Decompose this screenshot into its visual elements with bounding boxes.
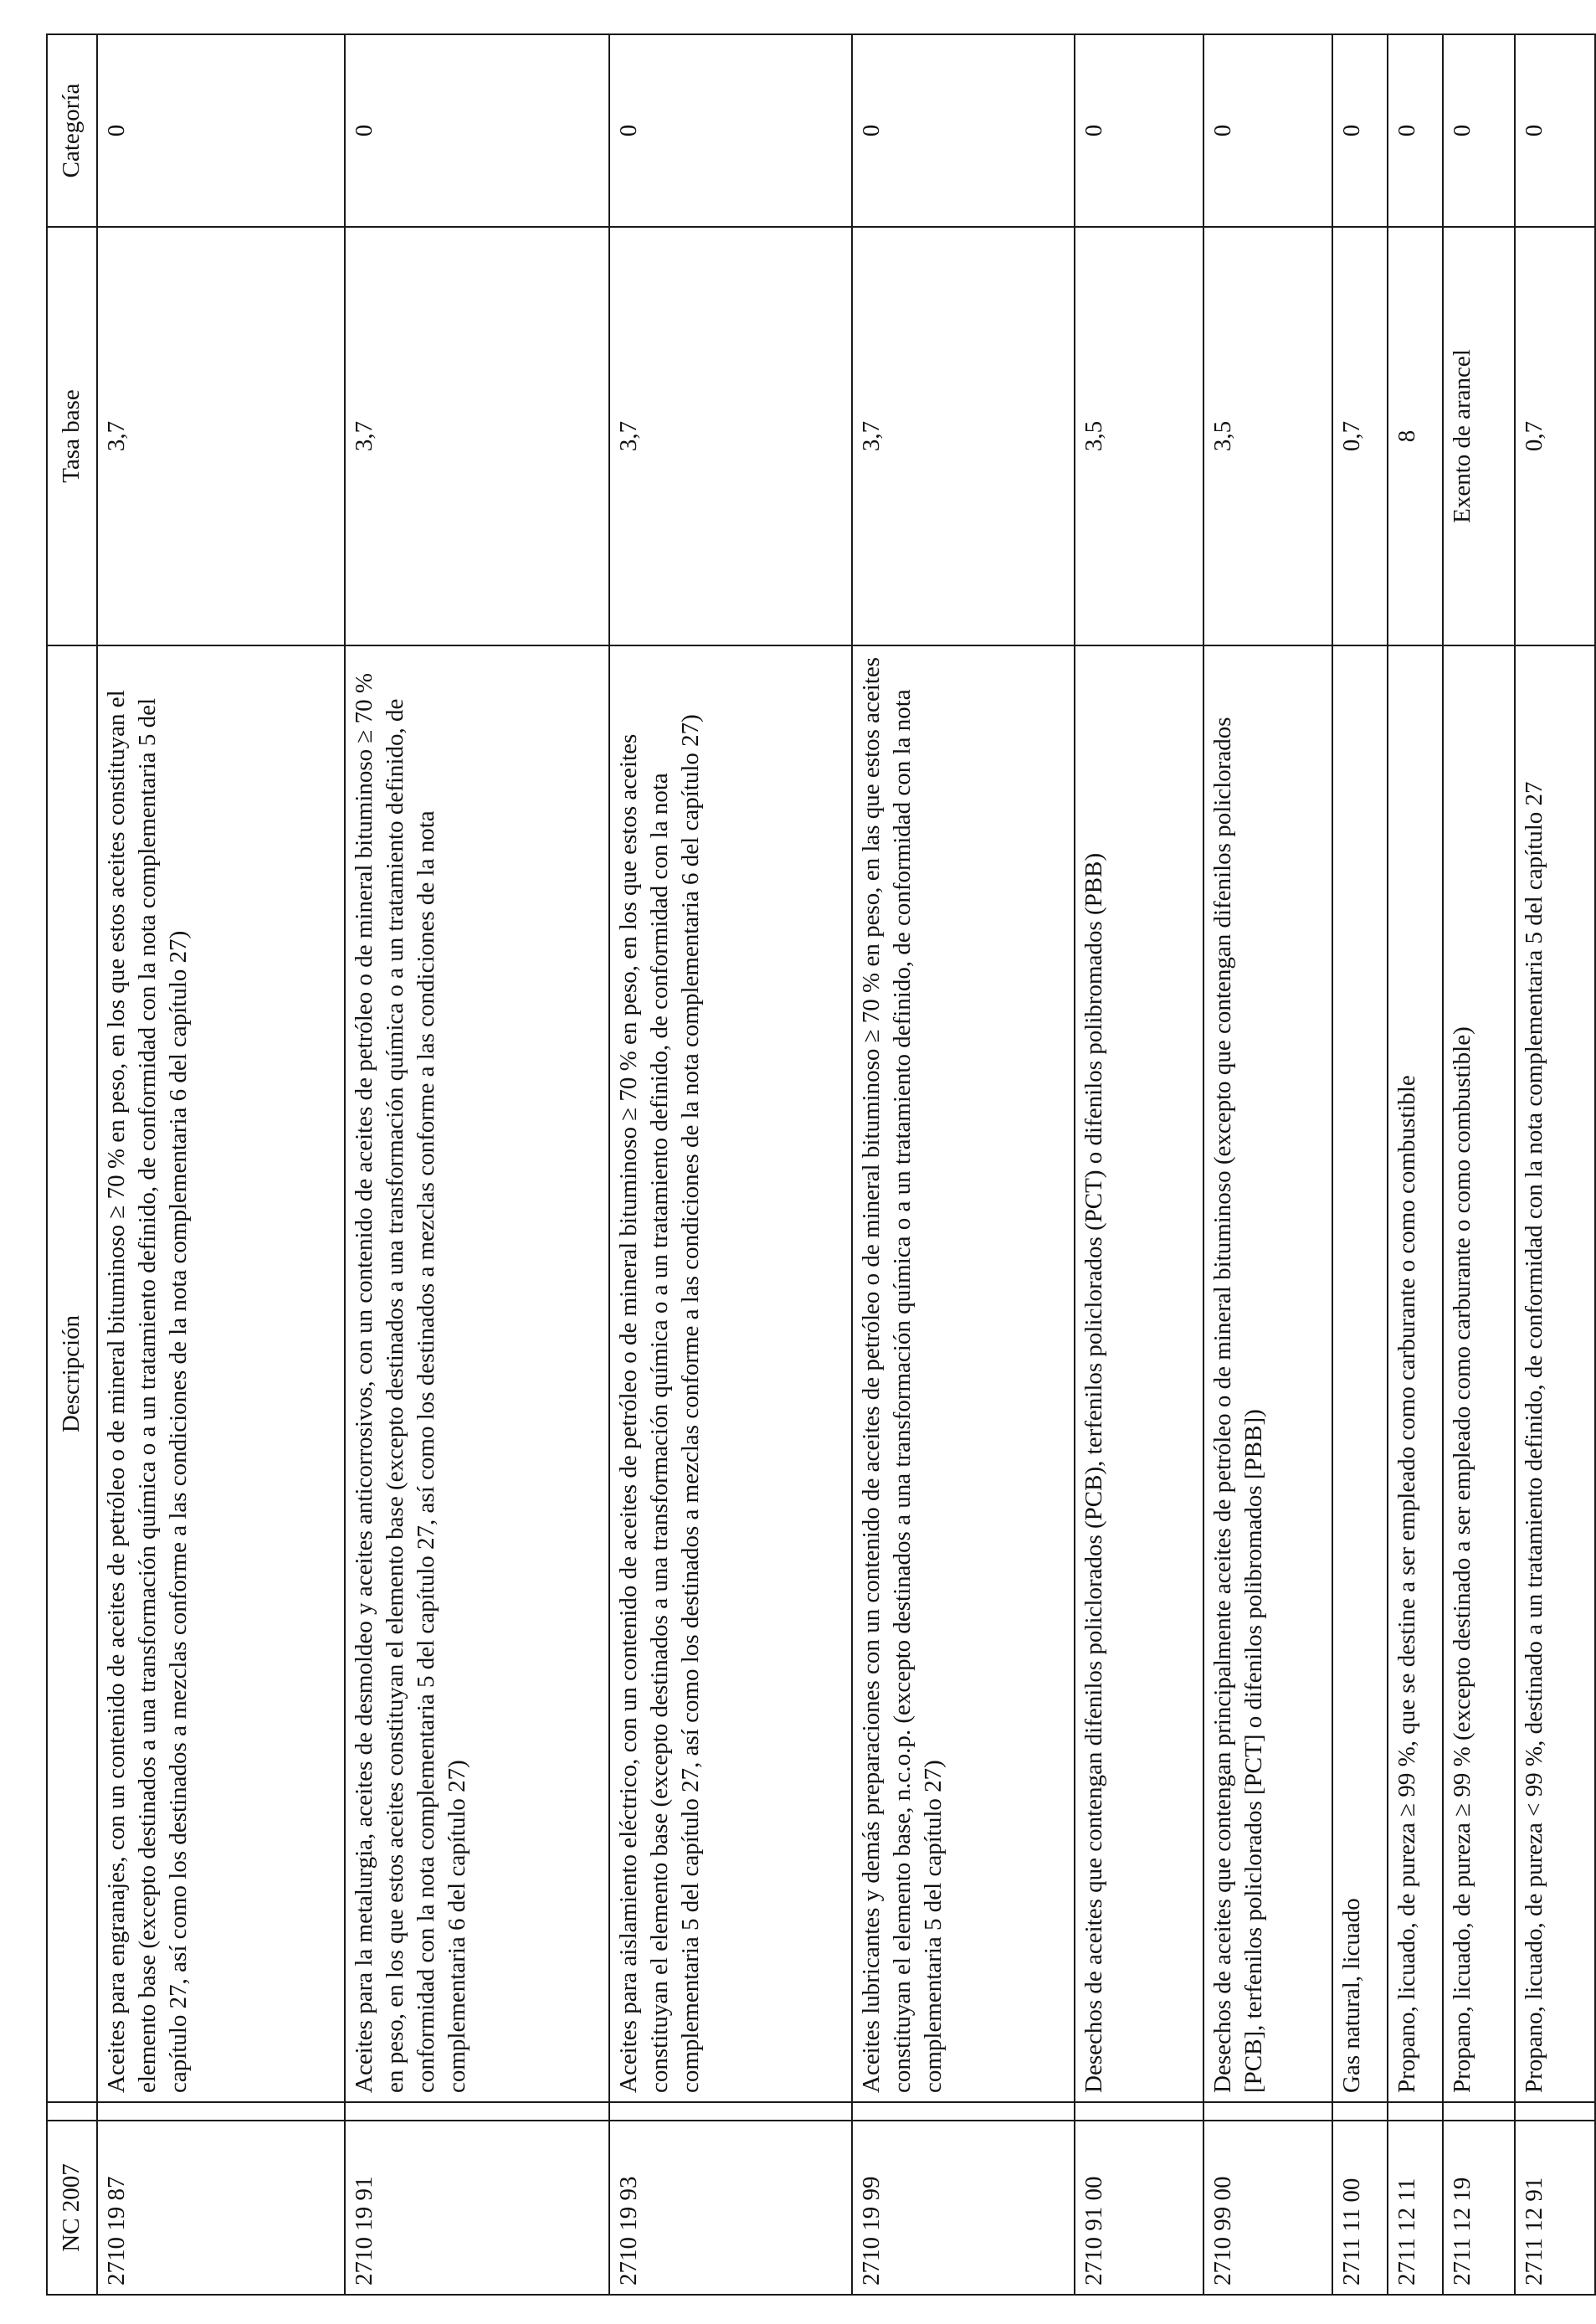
cell-code: 2710 19 87	[97, 2121, 345, 2295]
table-row	[1203, 34, 1332, 2295]
table-row	[1388, 34, 1443, 2295]
cell-description: Aceites para engranajes, con un contenido de aceites de petróleo o de mineral bituminoso ≥ 70 % en peso, en los que estos aceites constituyan el elemento base (excepto destinados a una transformación química o a un tratamiento definido, de conformidad con la nota complementaria 5 del capítulo 27, así como los destinados a mezclas conforme a las condiciones de la nota complementaria 6 del capítulo 27)	[97, 645, 345, 2102]
cell-spacer	[1332, 2102, 1388, 2121]
header-description: Descripción	[47, 645, 97, 2102]
cell-spacer	[609, 2102, 852, 2121]
cell-code: 2711 11 00	[1332, 2121, 1388, 2295]
cell-spacer	[852, 2102, 1075, 2121]
header-code: NC 2007	[47, 2121, 97, 2295]
cell-base-rate: 0,7	[1515, 227, 1595, 645]
cell-base-rate: Exento de arancel	[1443, 227, 1515, 645]
table-row	[1443, 34, 1515, 2295]
table-row	[345, 34, 609, 2295]
cell-spacer	[345, 2102, 609, 2121]
header-spacer	[47, 2102, 97, 2121]
header-base-rate: Tasa base	[47, 227, 97, 645]
cell-description: Propano, licuado, de pureza < 99 %, destinado a un tratamiento definido, de conformidad con la nota complementaria 5 del capítulo 27	[1515, 645, 1595, 2102]
cell-category: 0	[97, 34, 345, 227]
tariff-table	[46, 33, 1596, 2296]
cell-spacer	[1443, 2102, 1515, 2121]
cell-base-rate: 3,7	[609, 227, 852, 645]
table-header-row	[47, 34, 97, 2295]
cell-category: 0	[345, 34, 609, 227]
table-row	[609, 34, 852, 2295]
cell-description: Propano, licuado, de pureza ≥ 99 %, que se destine a ser empleado como carburante o como combustible	[1388, 645, 1443, 2102]
cell-spacer	[97, 2102, 345, 2121]
cell-description: Propano, licuado, de pureza ≥ 99 % (excepto destinado a ser empleado como carburante o como combustible)	[1443, 645, 1515, 2102]
table-row	[1332, 34, 1388, 2295]
table-row	[97, 34, 345, 2295]
cell-code: 2710 19 93	[609, 2121, 852, 2295]
cell-description: Gas natural, licuado	[1332, 645, 1388, 2102]
cell-code: 2711 12 11	[1388, 2121, 1443, 2295]
cell-base-rate: 8	[1388, 227, 1443, 645]
cell-description: Desechos de aceites que contengan principalmente aceites de petróleo o de mineral bituminoso (excepto que contengan difenilos policlorados [PCB], terfenilos policlorados [PCT] o difenilos polibromados [PBB])	[1203, 645, 1332, 2102]
cell-base-rate: 3,7	[97, 227, 345, 645]
cell-spacer	[1203, 2102, 1332, 2121]
cell-code: 2710 91 00	[1075, 2121, 1203, 2295]
header-category: Categoría	[47, 34, 97, 227]
cell-code: 2710 99 00	[1203, 2121, 1332, 2295]
cell-code: 2710 19 99	[852, 2121, 1075, 2295]
cell-base-rate: 0,7	[1332, 227, 1388, 645]
cell-spacer	[1515, 2102, 1595, 2121]
cell-code: 2711 12 19	[1443, 2121, 1515, 2295]
cell-code: 2710 19 91	[345, 2121, 609, 2295]
rotated-table-page	[46, 35, 1547, 2296]
cell-category: 0	[1515, 34, 1595, 227]
cell-description: Aceites para aislamiento eléctrico, con un contenido de aceites de petróleo o de mineral bituminoso ≥ 70 % en peso, en los que estos aceites constituyan el elemento base (excepto destinados a una transformación química o a un tratamiento definido, de conformidad con la nota complementaria 5 del capítulo 27, así como los destinados a mezclas conforme a las condiciones de la nota complementaria 6 del capítulo 27)	[609, 645, 852, 2102]
cell-category: 0	[1075, 34, 1203, 227]
cell-category: 0	[1332, 34, 1388, 227]
cell-spacer	[1388, 2102, 1443, 2121]
cell-category: 0	[1388, 34, 1443, 227]
cell-category: 0	[1443, 34, 1515, 227]
cell-base-rate: 3,7	[852, 227, 1075, 645]
table-body	[97, 34, 1595, 2295]
cell-category: 0	[609, 34, 852, 227]
cell-spacer	[1075, 2102, 1203, 2121]
cell-base-rate: 3,5	[1075, 227, 1203, 645]
table-row	[852, 34, 1075, 2295]
cell-base-rate: 3,5	[1203, 227, 1332, 645]
cell-category: 0	[1203, 34, 1332, 227]
cell-description: Aceites para la metalurgia, aceites de desmoldeo y aceites anticorrosivos, con un contenido de aceites de petróleo o de mineral bituminoso ≥ 70 % en peso, en los que estos aceites constituyan el elemento base (excepto destinados a una transformación química o a un tratamiento definido, de conformidad con la nota complementaria 5 del capítulo 27, así como los destinados a mezclas conforme a las condiciones de la nota complementaria 6 del capítulo 27)	[345, 645, 609, 2102]
table-row	[1075, 34, 1203, 2295]
cell-description: Aceites lubricantes y demás preparaciones con un contenido de aceites de petróleo o de mineral bituminoso ≥ 70 % en peso, en las que estos aceites constituyan el elemento base, n.c.o.p. (excepto destinados a una transformación química o a un tratamiento definido, de conformidad con la nota complementaria 5 del capítulo 27)	[852, 645, 1075, 2102]
table-row	[1515, 34, 1595, 2295]
cell-description: Desechos de aceites que contengan difenilos policlorados (PCB), terfenilos policlorados (PCT) o difenilos polibromados (PBB)	[1075, 645, 1203, 2102]
cell-category: 0	[852, 34, 1075, 227]
cell-code: 2711 12 91	[1515, 2121, 1595, 2295]
cell-base-rate: 3,7	[345, 227, 609, 645]
